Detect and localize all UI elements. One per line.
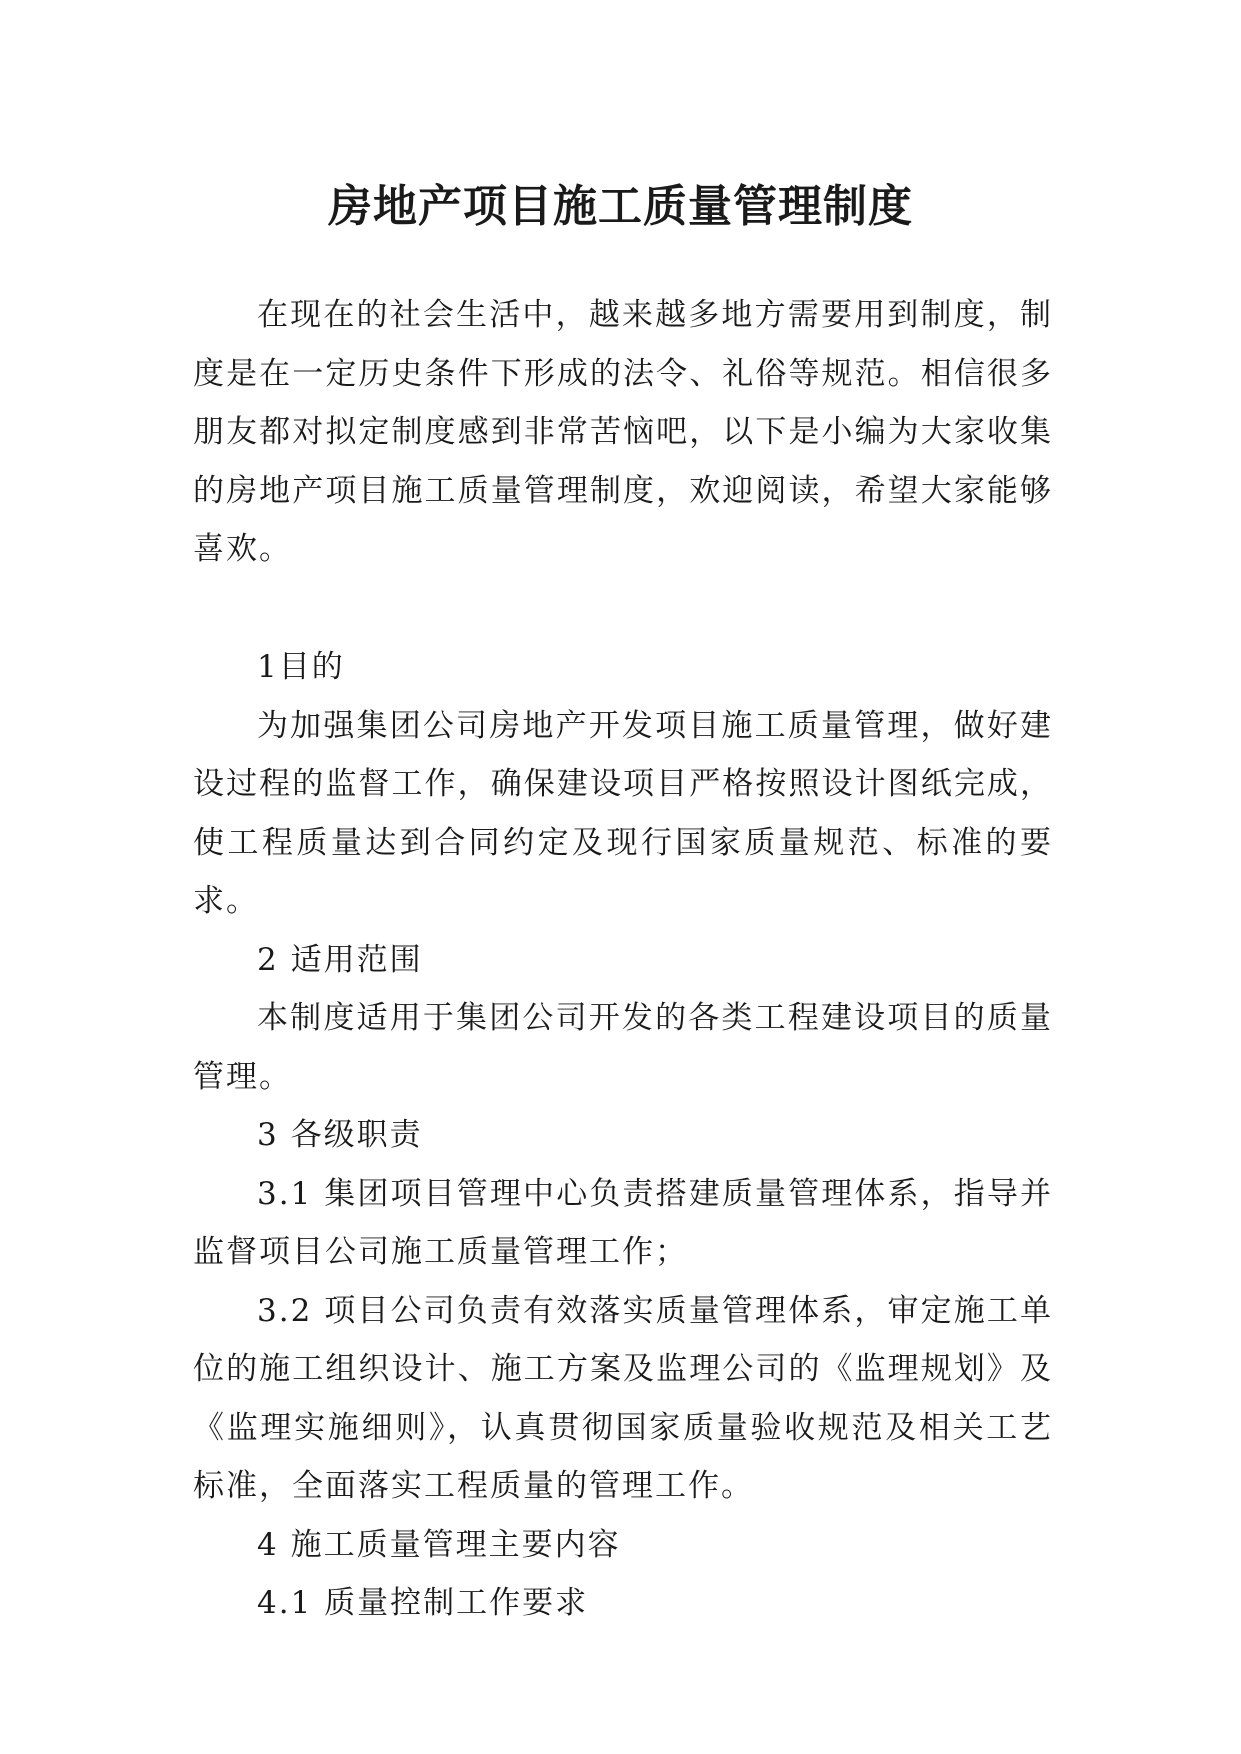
section-heading-1: 1目的 — [257, 649, 345, 685]
section-heading-2: 2 适用范围 — [257, 941, 423, 978]
intro-paragraph: 在现在的社会生活中，越来越多地方需要用到制度，制度是在一定历史条件下形成的法令、礼俗等规范。相信很多朋友都对拟定制度感到非常苦恼吧，以下是小编为大家收集的房地产项目施工质量管理制度，欢迎阅读，希望大家能够喜欢。 — [193, 297, 1053, 567]
main-content — [193, 638, 1053, 1633]
section-heading-3: 3 各级职责 — [257, 1117, 423, 1153]
paragraph-3-2: 3.2 项目公司负责有效落实质量管理体系，审定施工单位的施工组织设计、施工方案及监理公司的《监理规划》及《监理实施细则》，认真贯彻国家质量验收规范及相关工艺标准，全面落实工程质量的管理工作。 — [193, 1292, 1053, 1504]
document-title: 房地产项目施工质量管理制度 — [328, 181, 913, 233]
intro-section — [193, 286, 1053, 579]
section-heading-4: 4 施工质量管理主要内容 — [257, 1526, 621, 1563]
paragraph-3-1: 3.1 集团项目管理中心负责搭建质量管理体系，指导并监督项目公司施工质量管理工作； — [193, 1175, 1053, 1270]
paragraph-scope: 本制度适用于集团公司开发的各类工程建设项目的质量管理。 — [193, 1000, 1053, 1095]
paragraph-purpose: 为加强集团公司房地产开发项目施工质量管理，做好建设过程的监督工作，确保建设项目严格按照设计图纸完成，使工程质量达到合同约定及现行国家质量规范、标准的要求。 — [193, 707, 1053, 919]
section-heading-4-1: 4.1 质量控制工作要求 — [257, 1585, 589, 1621]
